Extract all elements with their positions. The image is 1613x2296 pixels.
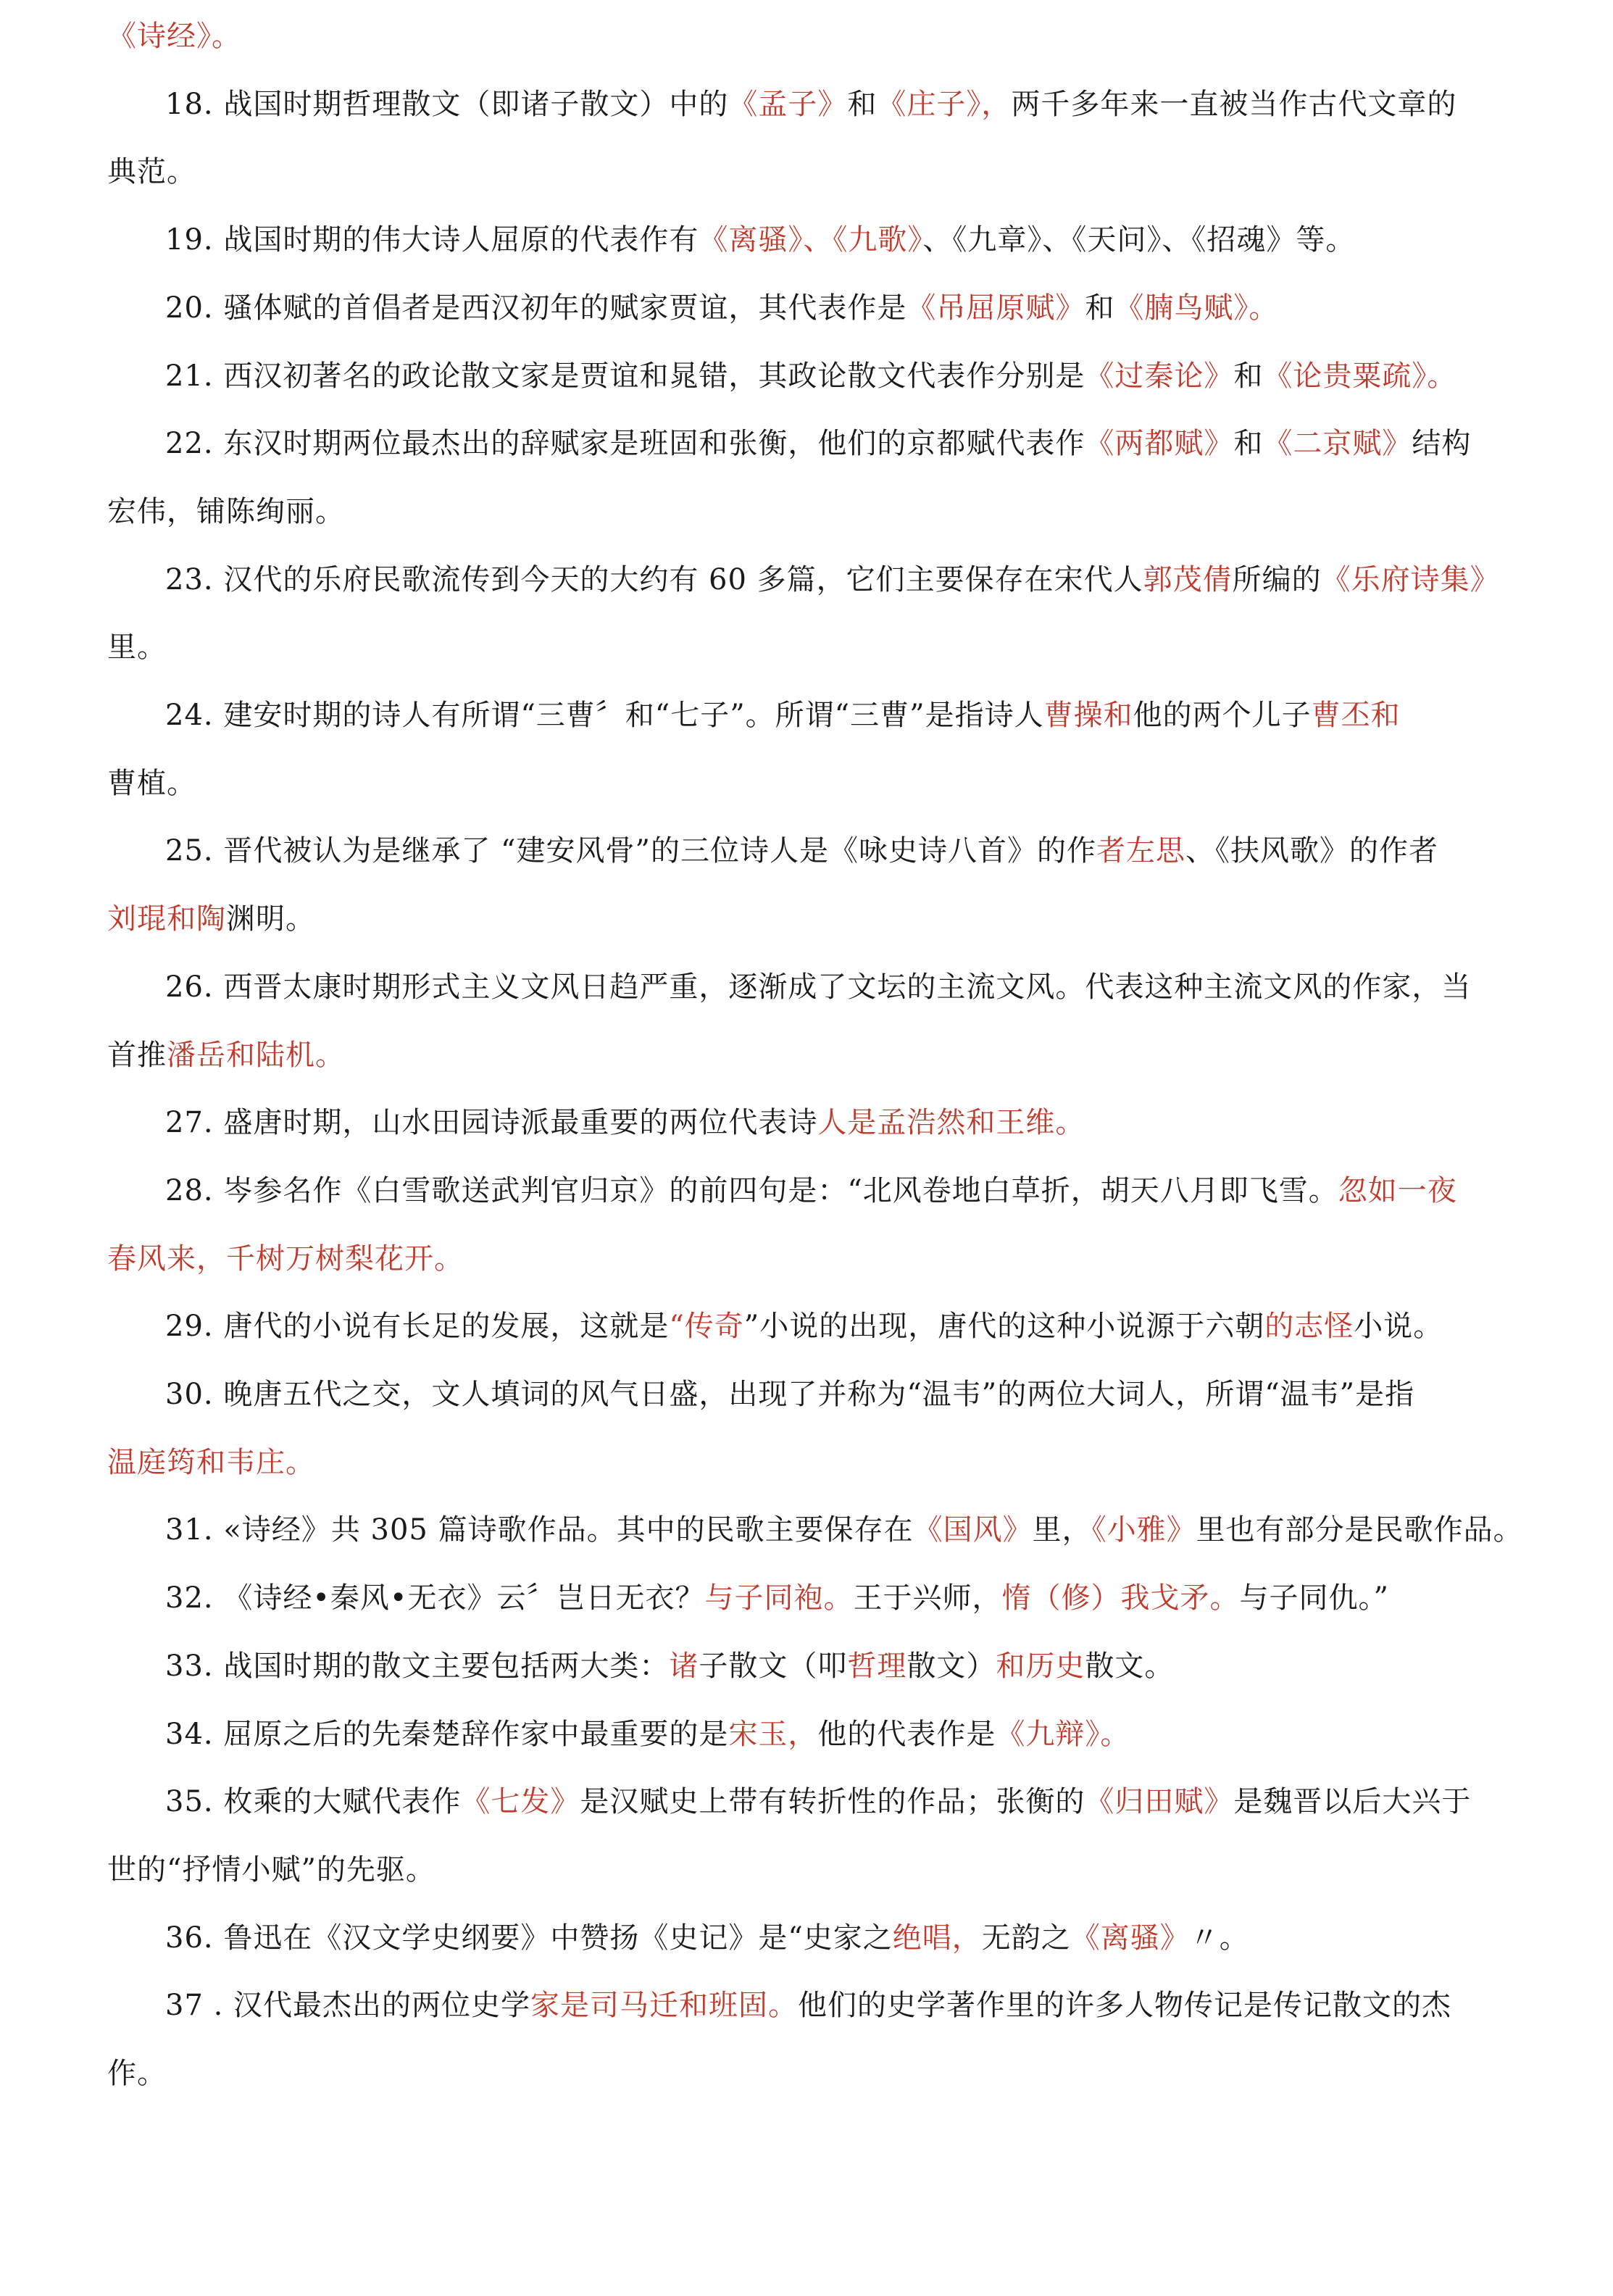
body-text: 两千多年来一直被当作古代文章的	[1011, 88, 1457, 121]
body-text: 曹植。	[107, 767, 196, 800]
continuation-line	[107, 491, 1513, 532]
answer-text: “传奇	[669, 1310, 744, 1343]
answer-text: 与子同袍。	[704, 1581, 854, 1615]
body-text: 子散文（叩	[699, 1650, 848, 1683]
body-text: 29. 唐代的小说有长足的发展，这就是	[165, 1310, 670, 1343]
continuation-line	[107, 2053, 1513, 2094]
continuation-line	[107, 151, 1513, 192]
answer-text: 家是司马迁和班固。	[530, 1989, 799, 2022]
body-text: 里也有部分是民歌作品。	[1196, 1513, 1523, 1547]
paragraph-line	[165, 1306, 1513, 1347]
paragraph-line	[165, 356, 1513, 396]
answer-text: 《归田赋》	[1085, 1785, 1234, 1818]
body-text: 小说。	[1354, 1310, 1443, 1343]
answer-text: 宋玉，	[728, 1718, 818, 1751]
answer-text: 曹丕和	[1311, 699, 1401, 732]
paragraph-line	[165, 423, 1513, 464]
body-text: 27. 盛唐时期，山水田园诗派最重要的两位代表诗	[165, 1106, 818, 1139]
body-text: 36. 鲁迅在《汉文学史纲要》中赞扬《史记》是“史家之	[165, 1921, 893, 1955]
body-text: 和	[1085, 291, 1115, 325]
body-text: 和	[1233, 359, 1264, 393]
paragraph-line	[165, 560, 1513, 600]
body-text: 和	[1233, 427, 1264, 460]
body-text: 23. 汉代的乐府民歌流传到今天的大约有 60 多篇，它们主要保存在宋代人	[165, 563, 1143, 596]
answer-text: 温庭筠和韦庄。	[107, 1446, 315, 1479]
answer-text: 忽如一夜	[1338, 1174, 1457, 1207]
body-text: 18. 战国时期哲理散文（即诸子散文）中的	[165, 88, 729, 121]
answer-text: 人是孟浩然和王维。	[817, 1106, 1085, 1139]
body-text: 是魏晋以后大兴于	[1233, 1785, 1472, 1818]
continuation-line	[107, 1442, 1513, 1483]
answer-text: 《七发》	[461, 1785, 580, 1818]
answer-text: 《腩鸟赋》。	[1114, 291, 1279, 325]
body-text: 所编的	[1232, 563, 1322, 596]
body-text: 28. 岑参名作《白雪歌送武判官归京》的前四句是：“北风卷地白草折，胡天八月即飞雪。	[165, 1174, 1338, 1207]
answer-text: 春风来，千树万树梨花开。	[107, 1242, 464, 1276]
continuation-line	[107, 763, 1513, 804]
answer-text: 《离骚》、《九歌》	[699, 223, 923, 257]
body-text: 34. 屈原之后的先秦楚辞作家中最重要的是	[165, 1718, 729, 1751]
paragraph-line	[165, 695, 1513, 736]
body-text: 作。	[107, 2057, 167, 2090]
body-text: 20. 骚体赋的首倡者是西汉初年的赋家贾谊，其代表作是	[165, 291, 907, 325]
body-text: 19. 战国时期的伟大诗人屈原的代表作有	[165, 223, 699, 257]
answer-text: 惰（修）我戈矛。	[1001, 1581, 1240, 1615]
body-text: 30. 晚唐五代之交，文人填词的风气日盛，出现了并称为“温韦”的两位大词人，所谓“温韦”是指	[165, 1378, 1415, 1411]
body-text: 32. 《诗经•秦风•无衣》云〞岂日无衣？	[165, 1581, 705, 1615]
answer-text: 《孟子》	[728, 88, 848, 121]
body-text: 31. «诗经》共 305 篇诗歌作品。其中的民歌主要保存在	[165, 1513, 914, 1547]
answer-text: 《离骚》	[1070, 1921, 1190, 1955]
paragraph-line	[165, 1646, 1513, 1686]
answer-text: 《庄子》，	[877, 88, 1012, 121]
body-text: 首推	[107, 1039, 167, 1072]
body-text: 37 . 汉代最杰出的两位史学	[165, 1989, 531, 2022]
body-text: 里。	[107, 631, 167, 664]
body-text: 22. 东汉时期两位最杰出的辞赋家是班固和张衡，他们的京都赋代表作	[165, 427, 1085, 460]
answer-text: 绝唱，	[892, 1921, 982, 1955]
answer-text: 《吊屈原赋》	[906, 291, 1085, 325]
answer-text: 郭茂倩	[1143, 563, 1233, 596]
body-text: 王于兴师，	[853, 1581, 1002, 1615]
body-text: 散文。	[1085, 1650, 1175, 1683]
body-text: 和	[847, 88, 878, 121]
body-text: 25. 晋代被认为是继承了 “建安风骨”的三位诗人是《咏史诗八首》的作	[165, 834, 1096, 868]
body-text: 典范。	[107, 155, 196, 188]
answer-text: 者左思	[1096, 834, 1185, 868]
body-text: 他们的史学著作里的许多人物传记是传记散文的杰	[798, 1989, 1452, 2022]
body-text: 24. 建安时期的诗人有所谓“三曹〞和“七子”。所谓“三曹”是指诗人	[165, 699, 1044, 732]
body-text: 他的两个儿子	[1133, 699, 1312, 732]
paragraph-line	[165, 1714, 1513, 1755]
answer-text: 曹操和	[1043, 699, 1133, 732]
answer-text: 刘琨和陶	[107, 902, 226, 936]
continuation-line	[107, 1850, 1513, 1890]
paragraph-line	[165, 1102, 1513, 1143]
paragraph-line	[165, 1374, 1513, 1415]
answer-text: 诸	[669, 1650, 699, 1683]
paragraph-line	[165, 831, 1513, 871]
body-text: 结构	[1412, 427, 1472, 460]
body-text: 渊明。	[226, 902, 315, 936]
body-text: 他的代表作是	[817, 1718, 996, 1751]
answer-text: 《过秦论》	[1085, 359, 1234, 393]
paragraph-line	[165, 1985, 1513, 2026]
continuation-line	[107, 16, 1513, 57]
answer-text: 《诗经》。	[107, 20, 241, 53]
body-text: 26. 西晋太康时期形式主义文风日趋严重，逐渐成了文坛的主流文风。代表这种主流文风的作家，当	[165, 970, 1472, 1004]
body-text: 世的“抒情小赋”的先驱。	[107, 1853, 435, 1887]
body-text: 21. 西汉初著名的政论散文家是贾谊和晁错，其政论散文代表作分别是	[165, 359, 1085, 393]
continuation-line	[107, 627, 1513, 667]
body-text: 宏伟，铺陈绚丽。	[107, 495, 345, 528]
body-text: 里，	[1032, 1513, 1092, 1547]
paragraph-line	[165, 1578, 1513, 1618]
answer-text: 《两都赋》	[1085, 427, 1234, 460]
paragraph-line	[165, 1781, 1513, 1822]
body-text: 35. 枚乘的大赋代表作	[165, 1785, 462, 1818]
answer-text: 《乐府诗集》	[1321, 563, 1500, 596]
answer-text: 《二京赋》	[1263, 427, 1412, 460]
answer-text: 和历史	[996, 1650, 1085, 1683]
answer-text: 潘岳和陆机。	[167, 1039, 345, 1072]
body-text: 是汉赋史上带有转折性的作品；张衡的	[580, 1785, 1085, 1818]
answer-text: 《小雅》	[1091, 1513, 1196, 1547]
answer-text: 《国风》	[913, 1513, 1033, 1547]
paragraph-line	[165, 84, 1513, 125]
answer-text: 的志怪	[1264, 1310, 1354, 1343]
paragraph-line	[165, 288, 1513, 328]
answer-text: 哲理	[847, 1650, 907, 1683]
paragraph-line	[165, 967, 1513, 1007]
paragraph-line	[165, 220, 1513, 260]
body-text: 〃。	[1189, 1921, 1249, 1955]
continuation-line	[107, 1239, 1513, 1279]
body-text: 33. 战国时期的散文主要包括两大类：	[165, 1650, 670, 1683]
body-text: 、《扶风歌》的作者	[1185, 834, 1438, 868]
paragraph-line	[165, 1918, 1513, 1958]
body-text: 与子同仇。”	[1239, 1581, 1389, 1615]
body-text: 、《九章》、《天问》、《招魂》等。	[922, 223, 1356, 257]
answer-text: 《九辩》。	[996, 1718, 1130, 1751]
answer-text: 《论贵粟疏》。	[1263, 359, 1457, 393]
body-text: 散文）	[906, 1650, 996, 1683]
continuation-line	[107, 899, 1513, 939]
paragraph-line	[165, 1170, 1513, 1211]
body-text: ”小说的出现，唐代的这种小说源于六朝	[743, 1310, 1265, 1343]
body-text: 无韵之	[981, 1921, 1071, 1955]
paragraph-line	[165, 1510, 1523, 1550]
continuation-line	[107, 1035, 1513, 1076]
